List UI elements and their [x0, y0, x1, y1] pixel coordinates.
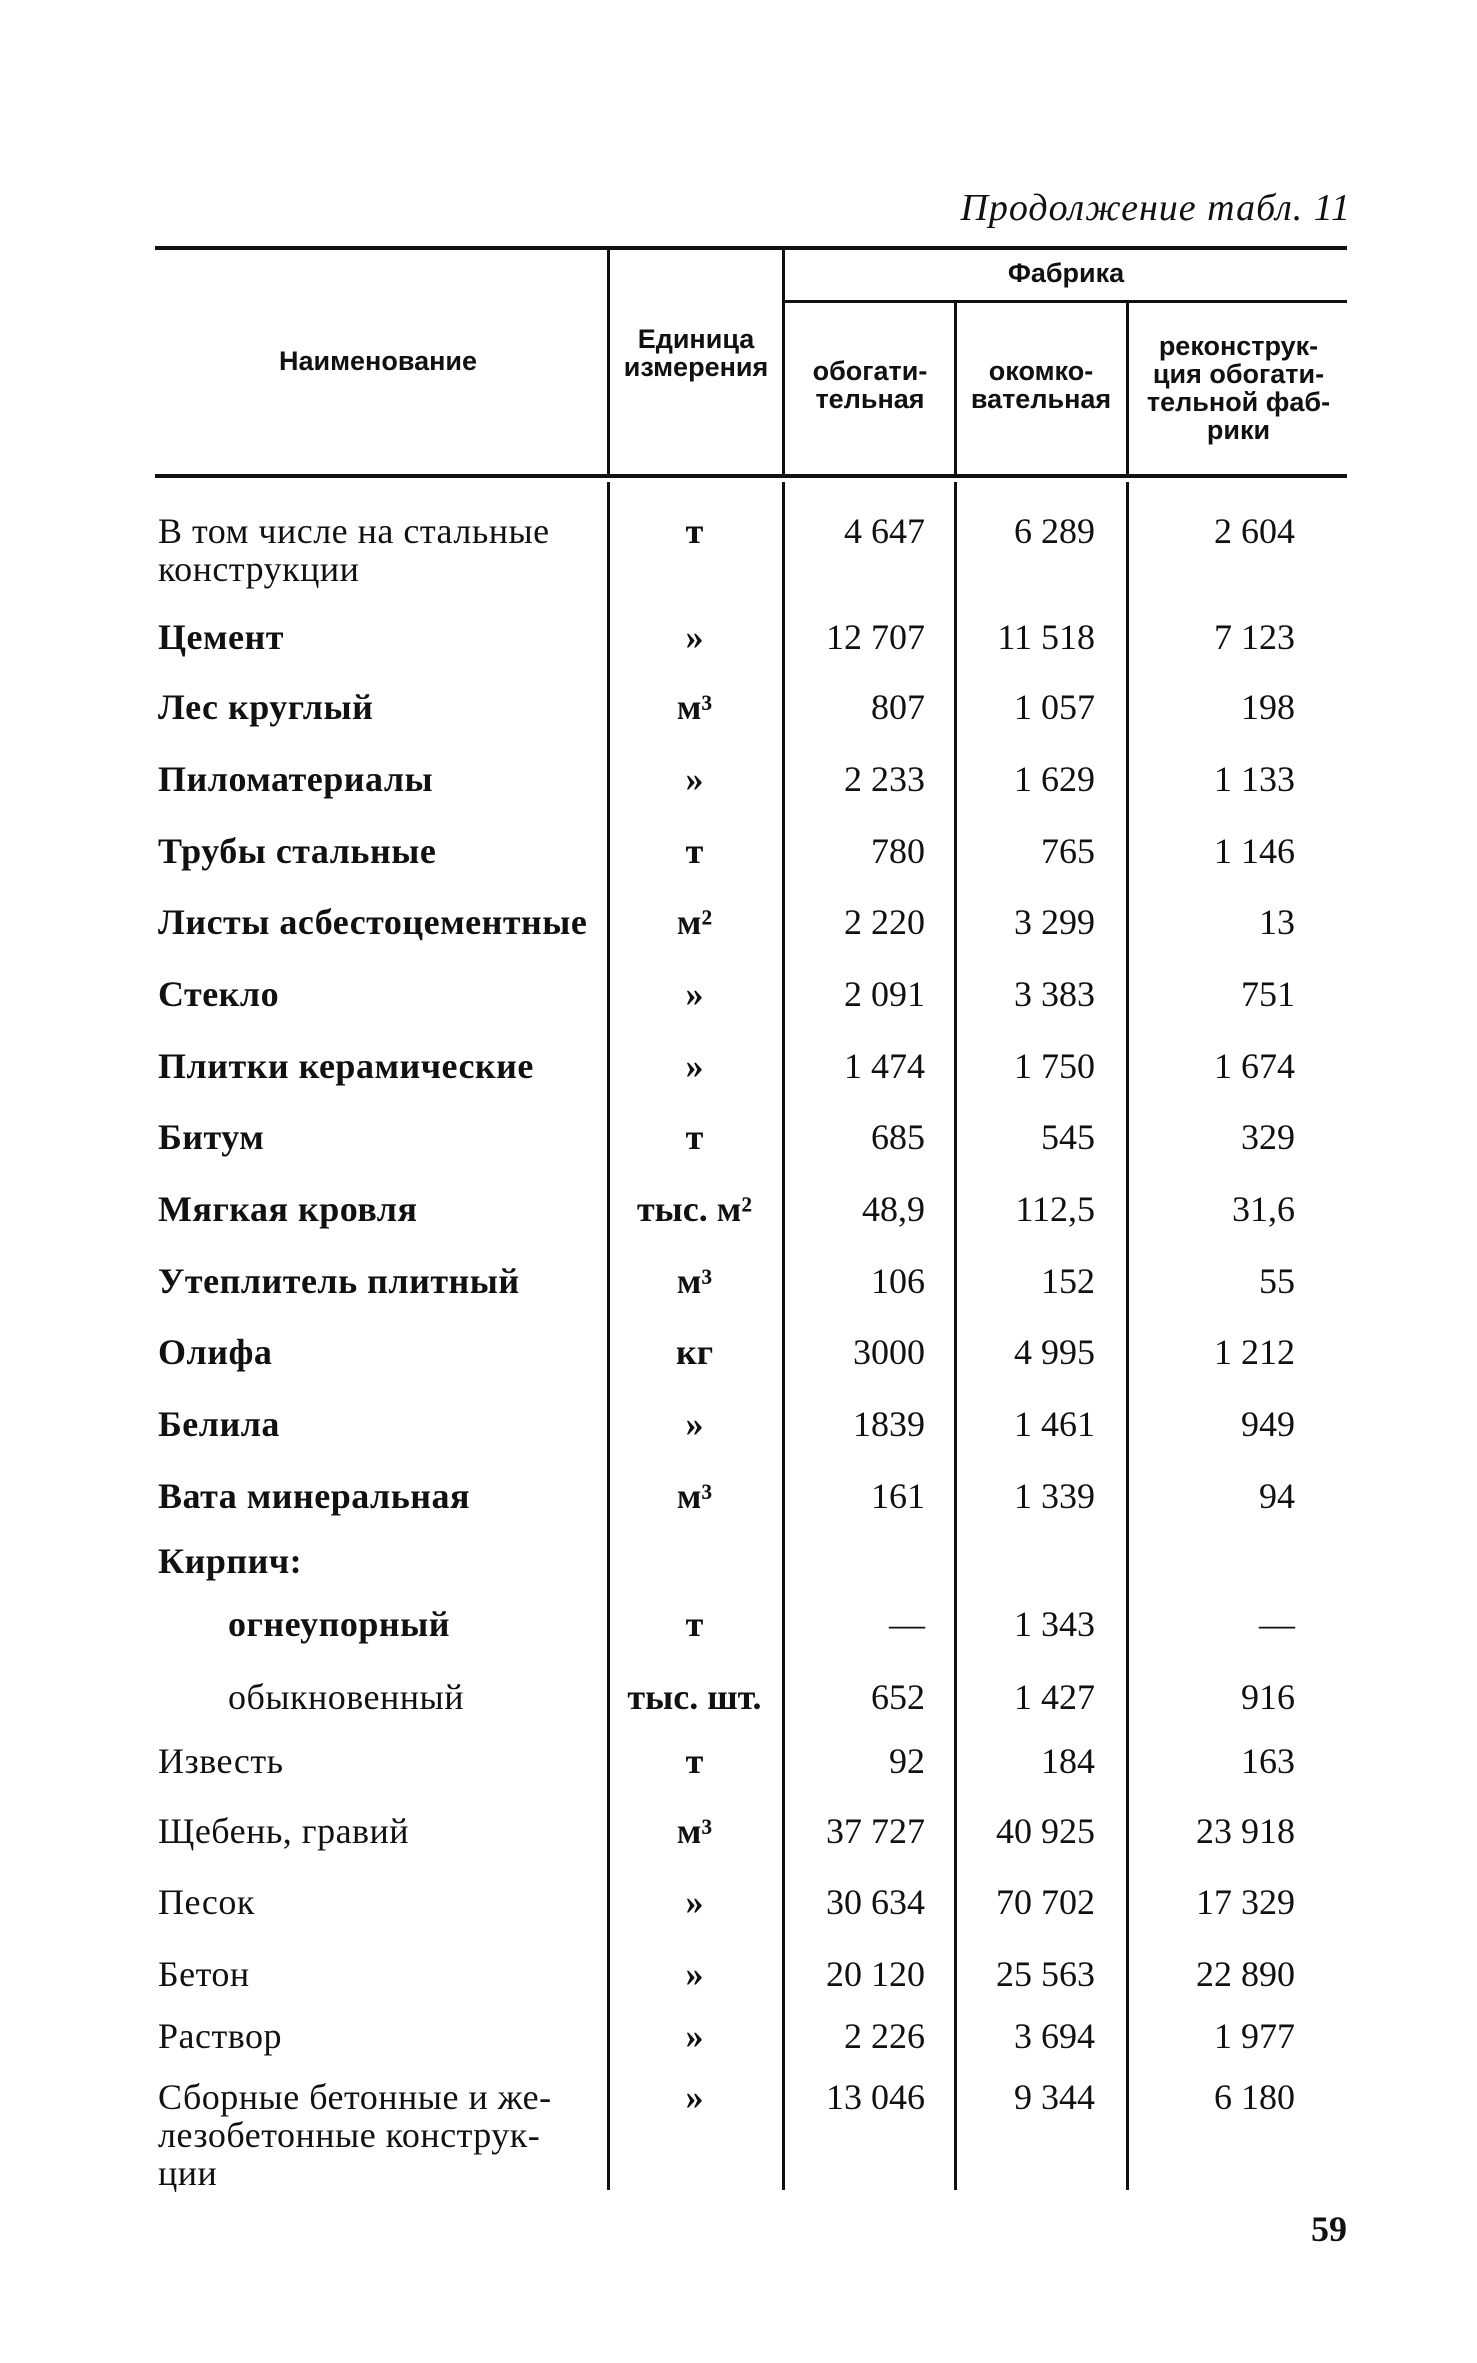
row-name: В том числе на стальные конструкции [158, 511, 550, 589]
row-value-col1: 48,9 [862, 1189, 925, 1229]
table-row [0, 618, 1477, 678]
row-value-col1: 4 647 [844, 511, 925, 551]
table-row [0, 511, 1477, 589]
row-value-col2: 3 383 [1014, 974, 1095, 1014]
row-value-col3: 7 123 [1214, 617, 1295, 657]
row-value-col2: 184 [1041, 1741, 1095, 1781]
row-unit: т [685, 511, 704, 551]
header-divider-3 [954, 303, 957, 474]
row-value-col1: 161 [871, 1476, 925, 1516]
row-unit: » [685, 2077, 704, 2117]
row-value-col1: 13 046 [826, 2077, 925, 2117]
table-row [0, 1477, 1477, 1537]
table-row [0, 1333, 1477, 1393]
row-value-col2: 152 [1041, 1261, 1095, 1301]
row-value-col2: 1 343 [1014, 1604, 1095, 1644]
row-unit: т [685, 1604, 704, 1644]
table-row [0, 832, 1477, 892]
table-row [0, 1605, 1477, 1665]
row-unit: тыс. шт. [627, 1677, 762, 1717]
row-unit: м³ [676, 1476, 713, 1516]
row-value-col2: 1 629 [1014, 759, 1095, 799]
row-name: огнеупорный [228, 1604, 451, 1644]
table-caption: Продолжение табл. 11 [960, 187, 1351, 229]
row-value-col3: 6 180 [1214, 2077, 1295, 2117]
row-unit: тыс. м² [636, 1189, 753, 1229]
header-group: Фабрика [1007, 258, 1125, 288]
row-name: Вата минеральная [158, 1476, 470, 1516]
row-value-col2: 1 750 [1014, 1046, 1095, 1086]
row-value-col3: 751 [1241, 974, 1295, 1014]
header-bottom-rule [155, 474, 1347, 478]
row-unit: м³ [676, 1811, 713, 1851]
row-value-col1: 652 [871, 1677, 925, 1717]
row-value-col2: 25 563 [996, 1954, 1095, 1994]
row-value-col3: 1 133 [1214, 759, 1295, 799]
row-name: Утеплитель плитный [158, 1261, 520, 1301]
row-value-col1: 1 474 [844, 1046, 925, 1086]
row-value-col3: 17 329 [1196, 1882, 1295, 1922]
row-unit: м³ [676, 1261, 713, 1301]
header-col1: обогати-тельная [812, 356, 928, 414]
row-name: Бетон [158, 1954, 250, 1994]
row-unit: » [685, 974, 704, 1014]
row-unit: » [685, 1882, 704, 1922]
row-value-col2: 4 995 [1014, 1332, 1095, 1372]
row-name: Белила [158, 1404, 280, 1444]
row-name: Известь [158, 1741, 284, 1781]
row-unit: т [685, 831, 704, 871]
row-value-col1: 807 [871, 687, 925, 727]
row-name: Плитки керамические [158, 1046, 534, 1086]
row-name: Лес круглый [158, 687, 374, 727]
table-row [0, 1542, 1477, 1602]
row-value-col2: 1 057 [1014, 687, 1095, 727]
row-value-col3: 1 674 [1214, 1046, 1295, 1086]
row-value-col1: 2 091 [844, 974, 925, 1014]
row-name: Листы асбестоцементные [158, 902, 588, 942]
row-name: Пиломатериалы [158, 759, 434, 799]
row-value-col1: 2 233 [844, 759, 925, 799]
header-col3: реконструк-ция обогати-тельной фаб-рики [1146, 331, 1331, 445]
row-unit: » [685, 759, 704, 799]
row-value-col3: 163 [1241, 1741, 1295, 1781]
row-value-col2: 6 289 [1014, 511, 1095, 551]
row-name: Трубы стальные [158, 831, 437, 871]
row-value-col2: 40 925 [996, 1811, 1095, 1851]
header-col2: окомко-вательная [970, 356, 1112, 414]
table-row [0, 1955, 1477, 2015]
table-row [0, 2077, 1477, 2193]
row-value-col2: 1 427 [1014, 1677, 1095, 1717]
row-name: Сборные бетонные и же-лезобетонные конструк-ции [158, 2077, 552, 2193]
row-value-col3: 55 [1259, 1261, 1295, 1301]
row-name: Щебень, гравий [158, 1811, 410, 1851]
row-value-col3: 31,6 [1232, 1189, 1295, 1229]
header-divider-4 [1126, 303, 1129, 474]
row-name: обыкновенный [228, 1677, 465, 1717]
table-row [0, 760, 1477, 820]
row-unit: м² [676, 902, 713, 942]
row-value-col2: 112,5 [1015, 1189, 1095, 1229]
row-value-col1: 30 634 [826, 1882, 925, 1922]
table-row [0, 688, 1477, 748]
row-name: Цемент [158, 617, 284, 657]
top-rule [155, 246, 1347, 250]
table-row [0, 1742, 1477, 1802]
table-row [0, 903, 1477, 963]
row-name: Стекло [158, 974, 280, 1014]
row-value-col1: 1839 [853, 1404, 925, 1444]
row-value-col3: 916 [1241, 1677, 1295, 1717]
row-name: Мягкая кровля [158, 1189, 418, 1229]
row-value-col1: 2 226 [844, 2016, 925, 2056]
row-value-col1: 37 727 [826, 1811, 925, 1851]
row-value-col1: 12 707 [826, 617, 925, 657]
row-value-col3: 329 [1241, 1117, 1295, 1157]
table-row [0, 1812, 1477, 1872]
table-row [0, 975, 1477, 1035]
row-value-col2: 11 518 [997, 617, 1095, 657]
row-name: Песок [158, 1882, 255, 1922]
row-value-col2: 1 461 [1014, 1404, 1095, 1444]
row-value-col2: 765 [1041, 831, 1095, 871]
row-unit: кг [675, 1332, 714, 1372]
header-name: Наименование [278, 346, 478, 376]
table-row [0, 2017, 1477, 2077]
row-unit: » [685, 617, 704, 657]
row-unit: т [685, 1117, 704, 1157]
page-number: 59 [1311, 2209, 1347, 2249]
row-value-col1: 92 [889, 1741, 925, 1781]
row-value-col3: 949 [1241, 1404, 1295, 1444]
row-value-col3: 23 918 [1196, 1811, 1295, 1851]
row-value-col2: 3 299 [1014, 902, 1095, 942]
row-unit: т [685, 1741, 704, 1781]
row-value-col2: 3 694 [1014, 2016, 1095, 2056]
row-value-col3: 2 604 [1214, 511, 1295, 551]
group-rule [785, 300, 1347, 303]
row-name: Кирпич: [158, 1541, 303, 1581]
row-value-col2: 1 339 [1014, 1476, 1095, 1516]
table-row [0, 1047, 1477, 1107]
row-unit: » [685, 1954, 704, 1994]
table-row [0, 1883, 1477, 1943]
row-value-col2: 9 344 [1014, 2077, 1095, 2117]
row-value-col1: 20 120 [826, 1954, 925, 1994]
header-divider-1 [607, 250, 610, 474]
row-value-col3: 198 [1241, 687, 1295, 727]
row-value-col1: 2 220 [844, 902, 925, 942]
header-unit: Единица измерения [623, 324, 769, 382]
row-value-col1: 685 [871, 1117, 925, 1157]
row-value-col1: — [889, 1604, 925, 1644]
row-value-col3: 13 [1259, 902, 1295, 942]
table-row [0, 1190, 1477, 1250]
row-value-col1: 106 [871, 1261, 925, 1301]
row-unit: » [685, 1046, 704, 1086]
row-unit: » [685, 1404, 704, 1444]
row-value-col1: 780 [871, 831, 925, 871]
row-name: Раствор [158, 2016, 282, 2056]
row-value-col3: 1 977 [1214, 2016, 1295, 2056]
row-value-col2: 70 702 [996, 1882, 1095, 1922]
table-row [0, 1262, 1477, 1322]
table-row [0, 1678, 1477, 1738]
table-row [0, 1118, 1477, 1178]
row-value-col1: 3000 [853, 1332, 925, 1372]
row-unit: м³ [676, 687, 713, 727]
row-value-col3: 1 146 [1214, 831, 1295, 871]
row-value-col3: — [1259, 1604, 1295, 1644]
row-value-col3: 22 890 [1196, 1954, 1295, 1994]
row-name: Олифа [158, 1332, 273, 1372]
row-value-col3: 1 212 [1214, 1332, 1295, 1372]
row-value-col3: 94 [1259, 1476, 1295, 1516]
row-unit: » [685, 2016, 704, 2056]
row-name: Битум [158, 1117, 265, 1157]
row-value-col2: 545 [1041, 1117, 1095, 1157]
table-row [0, 1405, 1477, 1465]
